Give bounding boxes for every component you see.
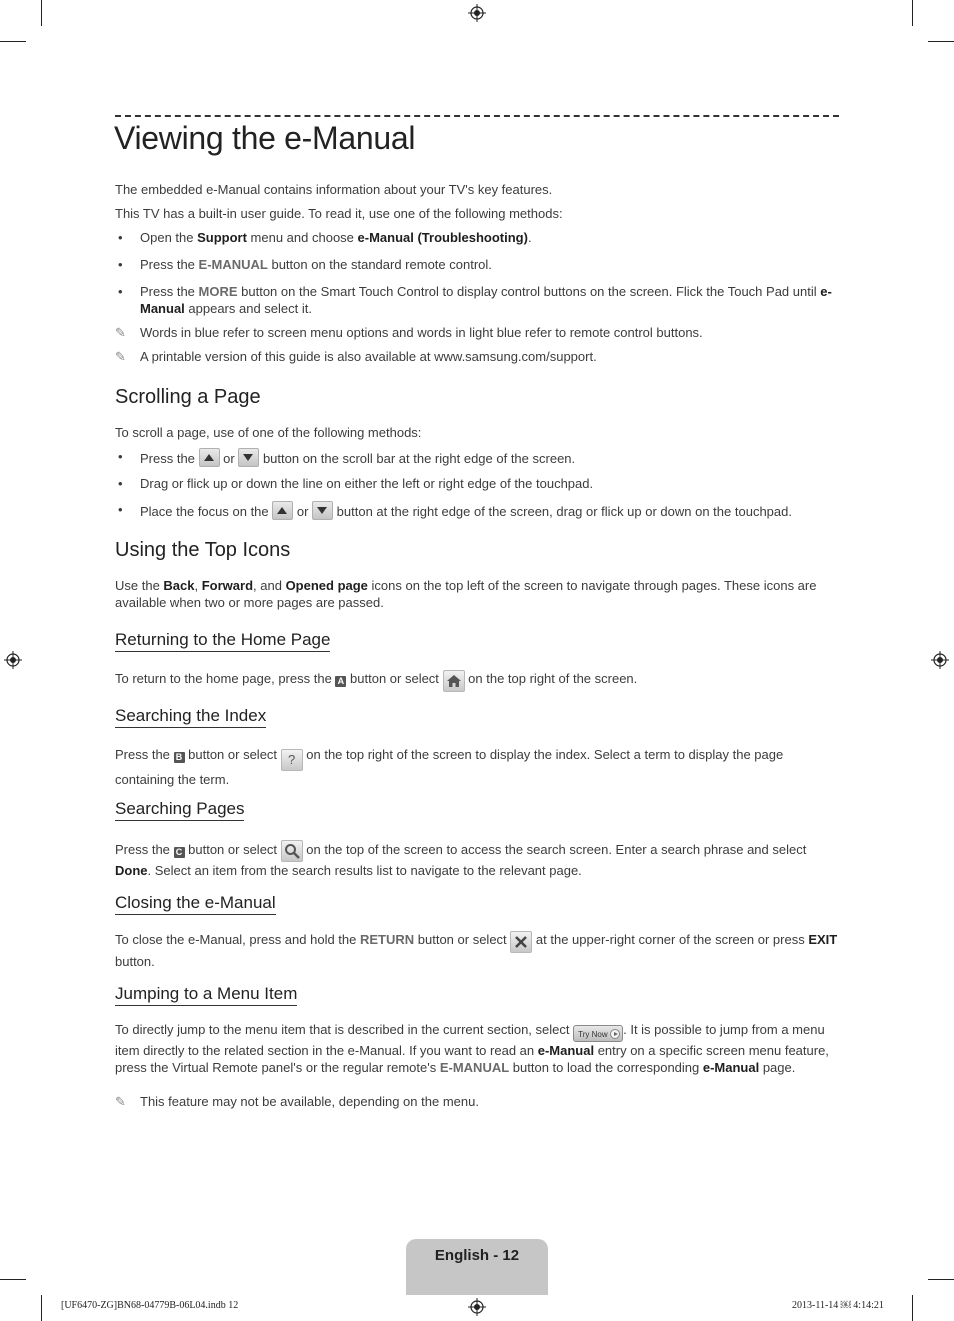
b-key-icon: B (174, 752, 185, 763)
section-heading: Scrolling a Page (115, 386, 261, 408)
subsection-heading: Jumping to a Menu Item (115, 984, 297, 1006)
scroll-item: Drag or flick up or down the line on either the left or right edge of the touchpad. (140, 476, 594, 491)
registration-mark-icon (931, 651, 949, 669)
scroll-up-icon (272, 501, 293, 520)
bullet: • (118, 502, 123, 517)
intro-paragraph: The embedded e-Manual contains information about your TV's key features. (115, 182, 553, 197)
subsection-heading: Closing the e-Manual (115, 893, 276, 915)
home-paragraph: To return to the home page, press the A button or select on the top right of the screen. (115, 670, 841, 692)
crop-mark (41, 1295, 42, 1321)
note-icon: ✎ (115, 349, 126, 364)
intro-paragraph: This TV has a built-in user guide. To read it, use one of the following methods: (115, 206, 563, 221)
play-icon (610, 1029, 620, 1039)
crop-mark (0, 1279, 26, 1280)
note-icon: ✎ (115, 325, 126, 340)
try-now-button: Try Now (573, 1025, 623, 1042)
closing-paragraph: To close the e-Manual, press and hold the RETURN button or select at the upper-right corner of the screen or press EXIT button. (115, 932, 838, 969)
registration-mark-icon (4, 651, 22, 669)
crop-mark (912, 0, 913, 26)
note-icon: ✎ (115, 1094, 126, 1109)
registration-mark-icon (468, 1298, 486, 1316)
note-text: Words in blue refer to screen menu options and words in light blue refer to remote control buttons. (140, 325, 703, 340)
scroll-item: Place the focus on the or button at the right edge of the screen, drag or flick up or down on the touchpad. (140, 501, 840, 520)
home-icon (443, 670, 465, 692)
page-number-tab (406, 1239, 548, 1295)
crop-mark (912, 1295, 913, 1321)
bullet: • (118, 257, 123, 272)
bullet: • (118, 476, 123, 491)
subsection-heading: Searching the Index (115, 706, 266, 728)
search-icon (281, 840, 303, 862)
crop-mark (0, 41, 26, 42)
subsection-heading: Searching Pages (115, 799, 244, 821)
a-key-icon: A (335, 676, 346, 687)
print-date: 2013-11-14 ￼ 4:14:21 (792, 1300, 884, 1311)
c-key-icon: C (174, 847, 185, 858)
subsection-heading: Returning to the Home Page (115, 630, 330, 652)
method-item: Press the E-MANUAL button on the standard remote control. (140, 257, 492, 272)
note-text: A printable version of this guide is also available at www.samsung.com/support. (140, 349, 597, 364)
bullet: • (118, 284, 123, 299)
scroll-item: Press the or button on the scroll bar at the right edge of the screen. (140, 448, 840, 467)
top-icons-paragraph: Use the Back, Forward, and Opened page icons on the top left of the screen to navigate through pages. These icons are available when two or more pages are passed. (115, 578, 817, 610)
search-paragraph: Press the C button or select on the top of the screen to access the search screen. Enter a search phrase and select Done. Select an item from the search results list to navigate to the relevant page. (115, 842, 807, 878)
bullet: • (118, 230, 123, 245)
crop-mark (41, 0, 42, 26)
index-icon: ? (281, 749, 303, 771)
title-rule (115, 115, 839, 117)
file-info: [UF6470-ZG]BN68-04779B-06L04.indb 12 (61, 1300, 239, 1311)
registration-mark-icon (468, 4, 486, 22)
scroll-up-icon (199, 448, 220, 467)
crop-mark (928, 41, 954, 42)
jumping-paragraph: To directly jump to the menu item that is described in the current section, select Try Now . It is possible to jump from a menu item directly to the related section in the e-Manual. If you want to read an e-Manual entry on a specific screen menu feature, press the Virtual Remote panel's or the regular remote's E-MANUAL button to load the corresponding e-Manual page. (115, 1022, 829, 1075)
section-heading: Using the Top Icons (115, 539, 291, 561)
index-paragraph: Press the B button or select ? on the top right of the screen to display the index. Select a term to display the page containing the term. (115, 747, 784, 787)
page-title: Viewing the e-Manual (114, 120, 416, 156)
note-text: This feature may not be available, depending on the menu. (140, 1094, 479, 1109)
close-icon (510, 931, 532, 953)
scroll-down-icon (238, 448, 259, 467)
page-number: English - 12 (434, 1247, 520, 1264)
scroll-down-icon (312, 501, 333, 520)
bullet: • (118, 449, 123, 464)
method-item: Press the MORE button on the Smart Touch Control to display control buttons on the screen. Flick the Touch Pad until e-Manual appears and select it. (140, 284, 832, 316)
method-item: Open the Support menu and choose e-Manual (Troubleshooting). (140, 230, 532, 245)
crop-mark (928, 1279, 954, 1280)
section-intro: To scroll a page, use of one of the following methods: (115, 425, 422, 440)
